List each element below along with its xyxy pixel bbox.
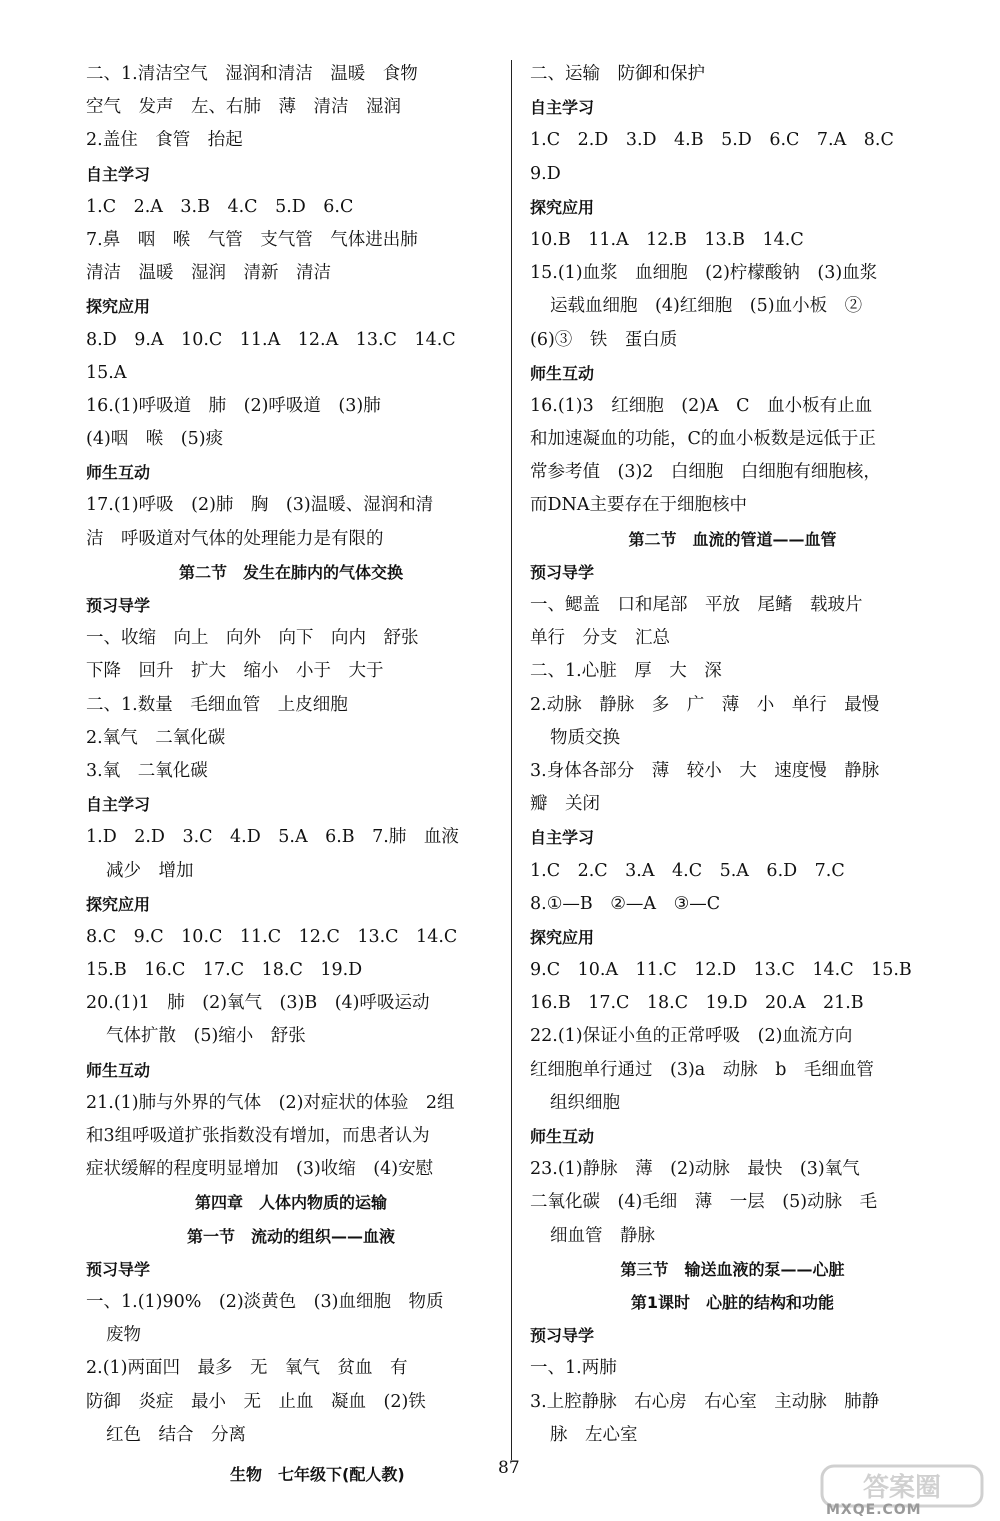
answer-line: 7.鼻 咽 喉 气管 支气管 气体进出肺 — [86, 229, 418, 250]
answer-line: 瓣 关闭 — [530, 794, 600, 815]
section-heading: 探究应用 — [86, 894, 151, 914]
answer-line: 1.C 2.C 3.A 4.C 5.A 6.D 7.C — [530, 860, 845, 881]
answer-line: 20.(1)1 肺 (2)氧气 (3)B (4)呼吸运动 — [86, 993, 430, 1014]
answer-line: 9.C 10.A 11.C 12.D 13.C 14.C 15.B — [530, 960, 912, 981]
section-heading: 预习导学 — [86, 596, 151, 615]
answer-line: 3.氧 二氧化碳 — [86, 760, 208, 781]
answer-line-continued: 细血管 静脉 — [550, 1225, 655, 1246]
answer-line: 16.B 17.C 18.C 19.D 20.A 21.B — [530, 993, 864, 1014]
answer-line: 二、1.数量 毛细血管 上皮细胞 — [86, 694, 348, 715]
answer-line: 1.C 2.D 3.D 4.B 5.D 6.C 7.A 8.C — [530, 130, 894, 151]
watermark-site: MXQE.COM — [826, 1502, 922, 1518]
answer-line: 21.(1)肺与外界的气体 (2)对症状的体验 2组 — [86, 1092, 455, 1113]
answer-line: 9.D — [530, 163, 561, 184]
section-heading: 师生互动 — [530, 363, 595, 383]
answer-line: 二、运输 防御和保护 — [530, 64, 705, 84]
section-heading: 探究应用 — [530, 197, 595, 217]
answer-line-continued: 物质交换 — [550, 727, 620, 748]
section-heading: 预习导学 — [530, 562, 595, 582]
answer-line: 17.(1)呼吸 (2)肺 胸 (3)温暖、湿润和清 — [86, 495, 434, 516]
section-heading: 预习导学 — [530, 1326, 595, 1346]
section-heading: 自主学习 — [86, 795, 151, 815]
section-heading: 师生互动 — [530, 1127, 595, 1146]
section-heading: 探究应用 — [530, 927, 595, 947]
answer-line: 3.身体各部分 薄 较小 大 速度慢 静脉 — [530, 760, 880, 781]
answer-line: 8.①—B ②—A ③—C — [530, 893, 721, 914]
answer-line-continued: 脉 左心室 — [550, 1424, 638, 1445]
answer-line: 和加速凝血的功能，C的血小板数是远低于正 — [530, 429, 876, 450]
section-heading: 自主学习 — [530, 828, 595, 848]
answer-line: 15.A — [86, 362, 127, 383]
chapter-title: 第二节 血流的管道——血管 — [628, 529, 837, 549]
answer-line: 症状缓解的程度明显增加 (3)收缩 (4)安慰 — [86, 1159, 434, 1180]
chapter-title: 第二节 发生在肺内的气体交换 — [178, 562, 403, 582]
answer-line: 16.(1)呼吸道 肺 (2)呼吸道 (3)肺 — [86, 395, 381, 416]
chapter-title: 第一节 流动的组织——血液 — [186, 1226, 395, 1246]
answer-line: 一、1.(1)90% (2)淡黄色 (3)血细胞 物质 — [86, 1291, 444, 1312]
answer-line-continued: 红色 结合 分离 — [106, 1424, 246, 1445]
answer-line: 二、1.心脏 厚 大 深 — [530, 661, 722, 682]
section-heading: 探究应用 — [86, 297, 151, 317]
answer-line: 红细胞单行通过 (3)a 动脉 b 毛细血管 — [530, 1059, 874, 1080]
answer-line-continued: 运载血细胞 (4)红细胞 (5)血小板 ② — [550, 296, 863, 317]
answer-line: 2.氧气 二氧化碳 — [86, 727, 226, 748]
answer-line: 15.(1)血浆 血细胞 (2)柠檬酸钠 (3)血浆 — [530, 263, 878, 284]
chapter-title: 第四章 人体内物质的运输 — [194, 1193, 387, 1213]
section-heading: 预习导学 — [86, 1259, 151, 1279]
answer-line: 10.B 11.A 12.B 13.B 14.C — [530, 229, 804, 250]
answer-line-continued: 气体扩散 (5)缩小 舒张 — [106, 1026, 306, 1047]
answer-line: 而DNA主要存在于细胞核中 — [530, 495, 747, 516]
answer-line: 一、收缩 向上 向外 向下 向内 舒张 — [86, 628, 419, 649]
footer-subject: 生物 七年级下(配人教) — [230, 1465, 405, 1484]
section-heading: 师生互动 — [86, 1060, 151, 1080]
right-column — [530, 58, 935, 1452]
answer-line: 洁 呼吸道对气体的处理能力是有限的 — [86, 528, 384, 549]
chapter-title: 第三节 输送血液的泵——心脏 — [620, 1259, 845, 1279]
answer-line-continued: 废物 — [106, 1325, 141, 1346]
answer-line: 1.D 2.D 3.C 4.D 5.A 6.B 7.肺 血液 — [86, 827, 459, 848]
answer-line: 2.动脉 静脉 多 广 薄 小 单行 最慢 — [530, 694, 880, 715]
chapter-title: 第1课时 心脏的结构和功能 — [630, 1292, 835, 1312]
answer-line: 3.上腔静脉 右心房 右心室 主动脉 肺静 — [530, 1391, 880, 1412]
answer-line: 空气 发声 左、右肺 薄 清洁 湿润 — [86, 97, 401, 118]
answer-line: 8.C 9.C 10.C 11.C 12.C 13.C 14.C — [86, 926, 458, 947]
answer-line: (6)③ 铁 蛋白质 — [530, 329, 678, 350]
answer-line: 单行 分支 汇总 — [530, 628, 670, 649]
answer-line: (4)咽 喉 (5)痰 — [86, 429, 224, 450]
answer-line: 下降 回升 扩大 缩小 小于 大于 — [86, 661, 384, 682]
page-number: 87 — [498, 1458, 520, 1478]
answer-line: 二、1.清洁空气 湿润和清洁 温暖 食物 — [86, 64, 418, 84]
answer-line: 2.盖住 食管 抬起 — [86, 130, 243, 151]
answer-line: 二氧化碳 (4)毛细 薄 一层 (5)动脉 毛 — [530, 1192, 878, 1213]
watermark-logo-text: 答案圈 — [862, 1473, 942, 1503]
section-heading: 自主学习 — [86, 164, 151, 184]
answer-line: 清洁 温暖 湿润 清新 清洁 — [86, 263, 331, 284]
answer-line-continued: 组织细胞 — [550, 1092, 620, 1113]
column-divider — [511, 60, 512, 1460]
answer-line: 15.B 16.C 17.C 18.C 19.D — [86, 960, 363, 981]
answer-line: 和3组呼吸道扩张指数没有增加，而患者认为 — [86, 1126, 430, 1146]
answer-line: 8.D 9.A 10.C 11.A 12.A 13.C 14.C — [86, 329, 456, 350]
answer-line: 一、鳃盖 口和尾部 平放 尾鳍 载玻片 — [530, 595, 863, 615]
answer-line-continued: 减少 增加 — [106, 860, 194, 881]
answer-line: 2.(1)两面凹 最多 无 氧气 贫血 有 — [86, 1358, 408, 1379]
answer-line: 23.(1)静脉 薄 (2)动脉 最快 (3)氧气 — [530, 1159, 860, 1180]
answer-line: 22.(1)保证小鱼的正常呼吸 (2)血流方向 — [530, 1026, 853, 1047]
answer-line: 常参考值 (3)2 白细胞 白细胞有细胞核， — [530, 462, 881, 483]
left-column — [86, 58, 496, 1452]
answer-line: 16.(1)3 红细胞 (2)A C 血小板有止血 — [530, 395, 873, 416]
answer-line: 一、1.两肺 — [530, 1358, 617, 1379]
answer-line: 防御 炎症 最小 无 止血 凝血 (2)铁 — [86, 1391, 426, 1412]
answer-line: 1.C 2.A 3.B 4.C 5.D 6.C — [86, 196, 354, 217]
section-heading: 师生互动 — [86, 463, 151, 483]
section-heading: 自主学习 — [530, 98, 595, 118]
